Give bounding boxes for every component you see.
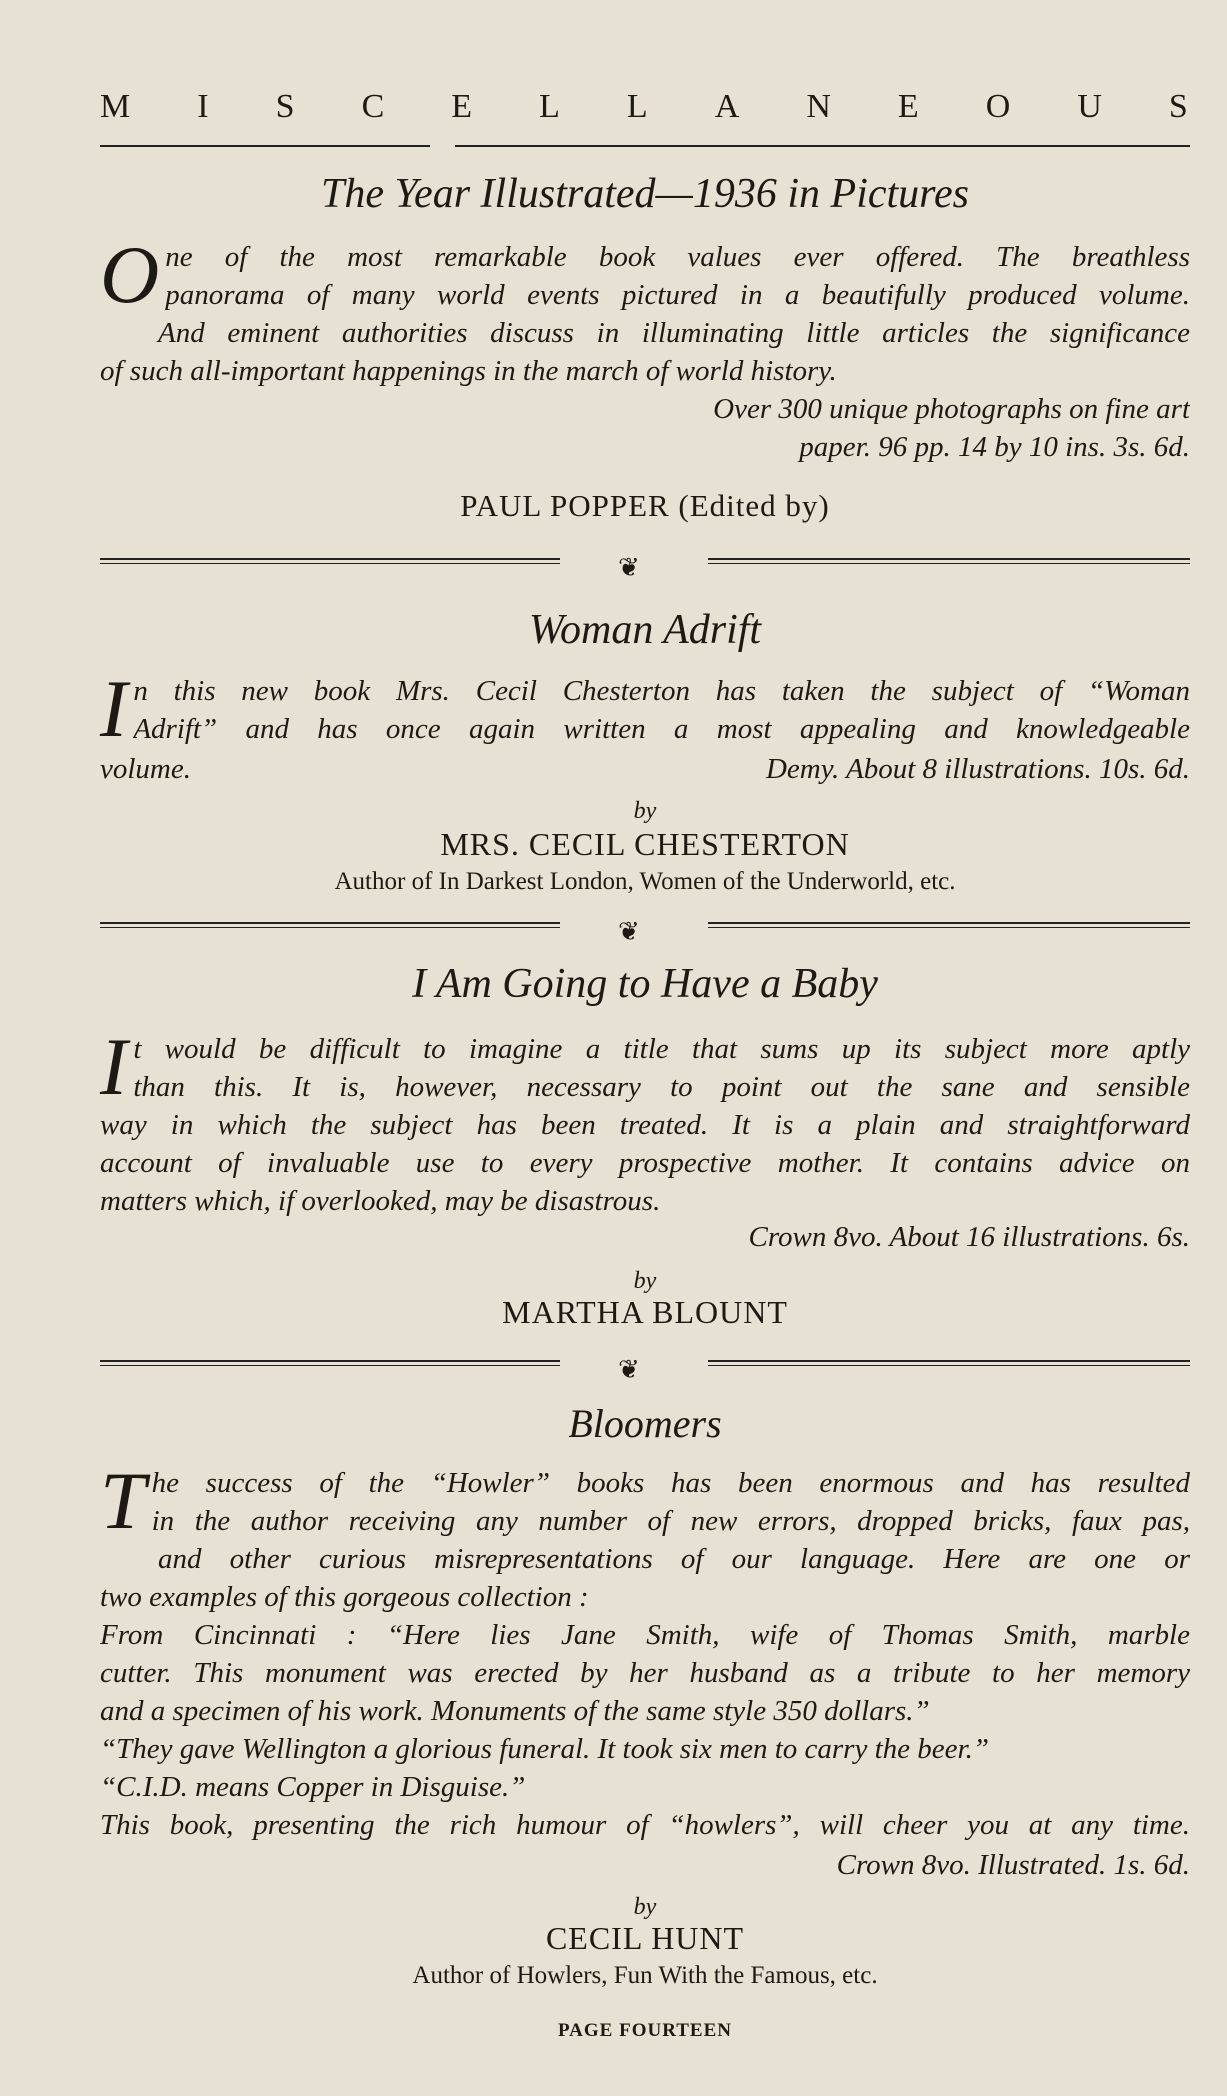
by-line: by xyxy=(633,798,657,824)
drop-cap: T xyxy=(100,1455,146,1546)
text-line: panorama of many world events pictured in a beautifully produced volume. xyxy=(165,279,1190,311)
text-line: This book, presenting the rich humour of “howlers”, will cheer you at any time. xyxy=(100,1809,1190,1841)
author-credits: Author of Howlers, Fun With the Famous, etc. xyxy=(412,1962,878,1989)
text-line: n this new book Mrs. Cecil Chesterton has taken the subject of “Woman xyxy=(133,675,1190,707)
header-letter: A xyxy=(714,88,742,125)
page-lower xyxy=(100,0,1190,2096)
header-letter: S xyxy=(275,88,297,125)
text-line: and other curious misrepresentations of our language. Here are one or xyxy=(158,1543,1190,1575)
header-letter: N xyxy=(806,88,833,125)
details-line: paper. 96 pp. 14 by 10 ins. 3s. 6d. xyxy=(799,431,1190,463)
text-line: he success of the “Howler” books has been enormous and has resulted xyxy=(151,1467,1190,1499)
text-line: “They gave Wellington a glorious funeral. It took six men to carry the beer.” xyxy=(100,1733,989,1765)
entry-title: The Year Illustrated—1936 in Pictures xyxy=(321,171,969,217)
text-line: way in which the subject has been treated. It is a plain and straightforward xyxy=(100,1109,1190,1141)
text-line: And eminent authorities discuss in illuminating little articles the significance xyxy=(158,317,1190,349)
text-line: account of invaluable use to every prospective mother. It contains advice on xyxy=(100,1147,1190,1179)
text-line: Adrift” and has once again written a most appealing and knowledgeable xyxy=(133,713,1190,745)
author-credits: Author of In Darkest London, Women of the Underworld, etc. xyxy=(334,868,956,895)
text-line: ne of the most remarkable book values ever offered. The breathless xyxy=(165,241,1190,273)
entry-title: Bloomers xyxy=(568,1401,722,1446)
header-letter: E xyxy=(451,88,475,125)
entry-author: CECIL HUNT xyxy=(545,1920,745,1956)
text-line: cutter. This monument was erected by her husband as a tribute to her memory xyxy=(100,1657,1190,1689)
text-line: matters which, if overlooked, may be disastrous. xyxy=(100,1185,661,1217)
fleuron-icon: ❦ xyxy=(618,1355,640,1385)
header-letter: C xyxy=(361,88,387,125)
text-line: than this. It is, however, necessary to point out the sane and sensible xyxy=(133,1071,1190,1103)
text-line: in the author receiving any number of new errors, dropped bricks, faux pas, xyxy=(151,1505,1190,1537)
header-letter: O xyxy=(985,88,1013,125)
header-letter: L xyxy=(539,88,562,125)
text-line: of such all-important happenings in the march of world history. xyxy=(100,355,837,387)
entry-author: MARTHA BLOUNT xyxy=(502,1294,788,1330)
drop-cap: I xyxy=(100,663,128,754)
details-line: Over 300 unique photographs on fine art xyxy=(713,393,1190,425)
entry-details: Crown 8vo. Illustrated. 1s. 6d. xyxy=(836,1849,1190,1881)
by-line: by xyxy=(633,1268,657,1294)
text-line: and a specimen of his work. Monuments of the same style 350 dollars.” xyxy=(100,1695,930,1727)
header-letter: I xyxy=(197,88,211,125)
entry-title: I Am Going to Have a Baby xyxy=(412,961,878,1007)
page-footer: PAGE FOURTEEN xyxy=(557,2020,733,2041)
entry-author: MRS. CECIL CHESTERTON xyxy=(440,826,850,862)
header-letter: S xyxy=(1168,88,1190,125)
text-line: From Cincinnati : “Here lies Jane Smith, wife of Thomas Smith, marble xyxy=(100,1619,1190,1651)
entry-title: Woman Adrift xyxy=(528,607,762,653)
fleuron-icon: ❦ xyxy=(618,917,640,947)
text-line: two examples of this gorgeous collection : xyxy=(100,1581,589,1613)
by-line: by xyxy=(633,1894,657,1920)
drop-cap: O xyxy=(100,229,160,320)
entry-author: PAUL POPPER (Edited by) xyxy=(460,488,830,523)
text-line: volume. xyxy=(100,753,191,785)
header-letter: M xyxy=(100,88,133,125)
text-line: “C.I.D. means Copper in Disguise.” xyxy=(100,1771,526,1803)
fleuron-icon: ❦ xyxy=(618,553,640,583)
entry-details: Demy. About 8 illustrations. 10s. 6d. xyxy=(765,753,1190,785)
text-line: t would be difficult to imagine a title that sums up its subject more aptly xyxy=(133,1033,1190,1065)
header-letter: E xyxy=(897,88,921,125)
drop-cap: I xyxy=(100,1021,128,1112)
header-letter: U xyxy=(1077,88,1104,125)
header-letter: L xyxy=(626,88,650,125)
entry-details: Crown 8vo. About 16 illustrations. 6s. xyxy=(748,1221,1190,1253)
